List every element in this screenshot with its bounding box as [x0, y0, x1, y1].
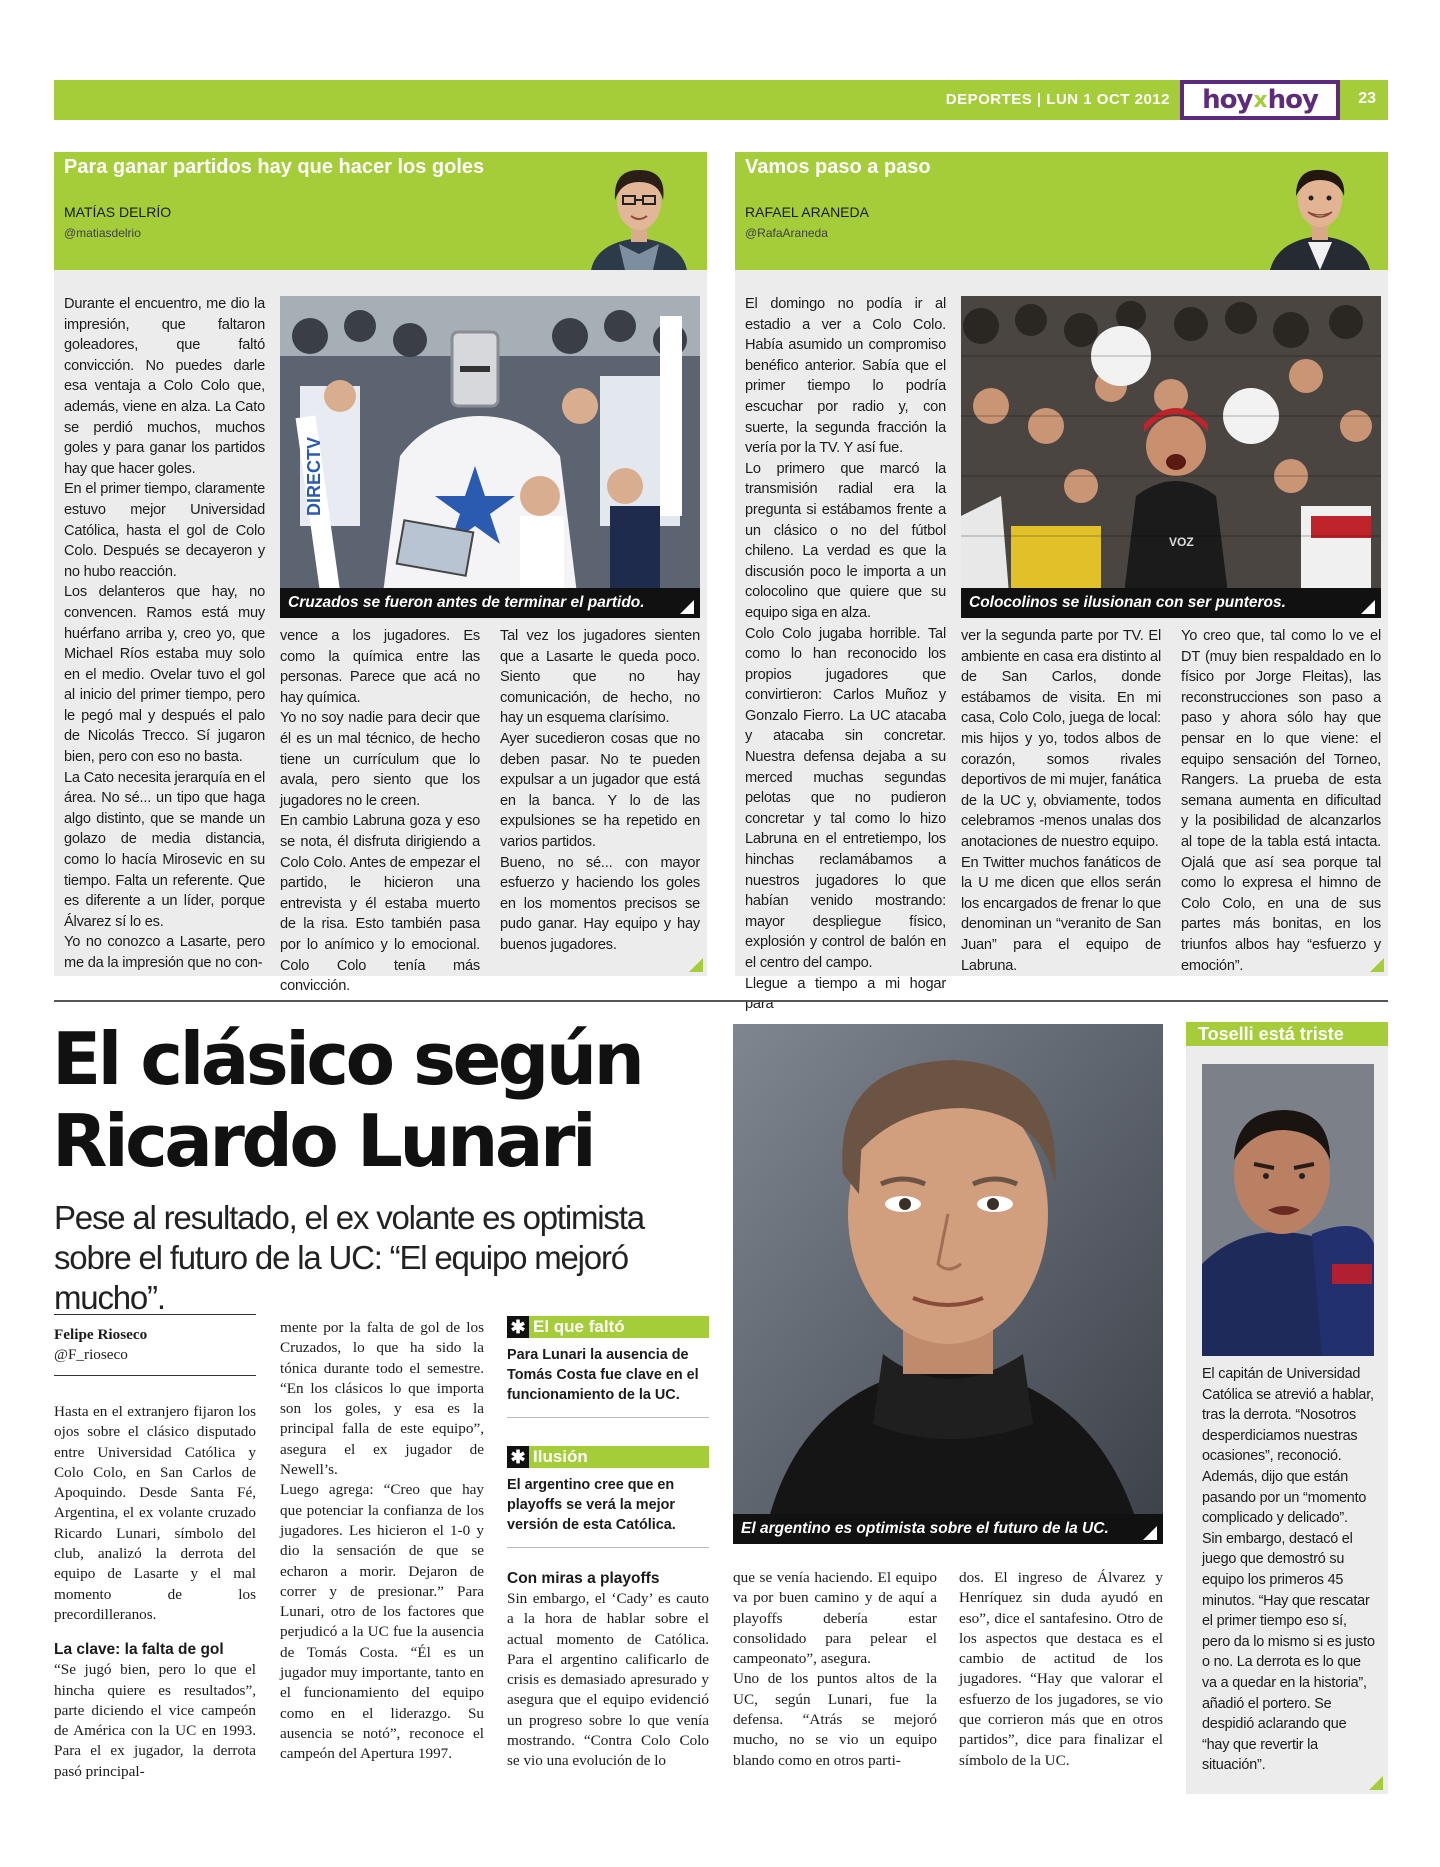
article-subtitle: La clave: la falta de gol [54, 1641, 224, 1659]
column-text-3 [1181, 626, 1381, 976]
paragraph: Yo no conozco a Lasarte, pero me da la impresión que no con- [64, 934, 265, 971]
paragraph: Luego agrega: “Creo que hay que potenciar la confianza de los jugadores. Les hicieron el 1-0 y dio la sensación de que se echaron a morir. Dejaron de correr y de presionar.” Para Lunari, otro de los factores que perjudicó a la UC fue la ausencia de Tomás Costa. “Él es un jugador muy importante, tanto en el funcionamiento del equipo como en el liderazgo. Su ausencia se notó”, reconoce el campeón del Apertura 1997. [280, 1481, 484, 1763]
paragraph: mente por la falta de gol de los Cruzados, lo que ha sido la tónica durante todo el semestre. “En los clásicos lo que importa son los goles, y esa es la principal falla de este equipo”, asegura el ex jugador de Newell’s. [280, 1319, 484, 1479]
column-handle: @matiasdelrio [64, 226, 141, 240]
paragraph: Llegue a tiempo a mi hogar para [745, 975, 946, 1013]
asterisk-icon: ✱ [507, 1316, 529, 1338]
column-author: MATÍAS DELRÍO [64, 204, 172, 220]
paragraph: Durante el encuentro, me dio la impresión, que faltaron goleadores, que faltó convicción. No puedes darle esa ventaja a Colo Colo que, además, viene en alza. La Cato se perdió muchos, muchos goles y para ganar los partidos hay que hacer goles. [64, 296, 265, 477]
paragraph: La Cato necesita jerarquía en el área. No sé... un tipo que haga algo distinto, que se mande un golazo de media distancia, como lo hacía Mirosevic en su tiempo. Falta un referente. Que es diferente a un líder, porque Álvarez sí lo es. [64, 769, 265, 930]
corner-triangle-icon [1369, 1776, 1383, 1790]
article-byline [54, 1314, 256, 1376]
paragraph: En cambio Labruna goza y eso se nota, él disfruta dirigiendo a Colo Colo. Antes de empezar el partido, le hicieron una entrevista y él estaba muerto de la risa. Esto también pasa por lo anímico y lo emocional. Colo Colo tenía más convicción. [280, 813, 480, 995]
factbox-title: ✱ Ilusión [507, 1446, 709, 1468]
photo-ricardo-lunari [733, 1024, 1163, 1544]
paragraph: “Se jugó bien, pero lo que el hincha quiere es resultados”, parte diciendo el vice campeón de América con la UC en 1993. Para el ex jugador, la derrota pasó principal- [54, 1661, 256, 1780]
section-date: DEPORTES | LUN 1 OCT 2012 [945, 91, 1170, 108]
column-title: Para ganar partidos hay que hacer los goles [64, 156, 485, 178]
photo-caption: El argentino es optimista sobre el futuro de la UC. [733, 1514, 1163, 1544]
paragraph: que se venía haciendo. El equipo va por buen camino y de aquí a playoffs debería estar consolidado para pelear el campeonato”, asegura. [733, 1569, 937, 1668]
svg-text:DIRECTV: DIRECTV [304, 436, 324, 516]
factbox-text: El argentino cree que en playoffs se verá la mejor versión de esta Católica. [507, 1477, 676, 1533]
photo-caption: Colocolinos se ilusionan con ser punteros. [961, 588, 1381, 618]
section-divider [54, 1000, 1388, 1002]
column-handle: @RafaAraneda [745, 226, 828, 240]
photo-cruzados-fans [280, 296, 700, 618]
article-subhead: Pese al resultado, el ex volante es optimista sobre el futuro de la UC: “El equipo mejoró mucho”. [54, 1199, 644, 1316]
byline-name: Felipe Rioseco [54, 1326, 148, 1343]
sidebar-title: Toselli está triste [1186, 1022, 1388, 1046]
factbox-el-que-falto [507, 1316, 709, 1418]
column-text-1 [745, 294, 946, 1015]
factbox-ilusion [507, 1446, 709, 1548]
column-text-1 [64, 294, 265, 974]
article-text-2 [280, 1318, 484, 1765]
paragraph: Yo creo que, tal como lo ve el DT (muy bien respaldado en lo físico por Jorge Fleitas), las reconstrucciones son paso a paso y ahora sólo hay que pensar en lo que viene: el equipo sensación del Torneo, Rangers. La prueba de esta semana aumenta en dificultad y la posibilidad de alcanzarlos al tope de la tabla está intacta. Ojalá que así sea porque tal como lo expresa el himno de Colo Colo, en una de sus partes más bonitas, en los triunfos albos hay “esfuerzo y emoción”. [1181, 628, 1381, 974]
page-number: 23 [1358, 90, 1376, 107]
article-text-3 [507, 1568, 709, 1772]
factbox-rule [507, 1417, 709, 1418]
opinion-column-right [735, 152, 1388, 1013]
column-title: Vamos paso a paso [745, 156, 931, 178]
paragraph: Bueno, no sé... con mayor esfuerzo y haciendo los goles en los momentos precisos se pudo ganar. Hay equipo y hay buenos jugadores. [500, 854, 700, 953]
caption-triangle-icon [1143, 1526, 1157, 1540]
factbox-rule [507, 1547, 709, 1548]
paragraph: Tal vez los jugadores sienten que a Lasarte le queda poco. Siento que no hay comunicación, de hecho, no hay un esquema clarísimo. [500, 628, 700, 727]
paragraph: Sin embargo, destacó el juego que demostró su equipo los primeros 45 minutos. “Hay que rescatar el primer tiempo eso sí, pero da lo mismo si es justo o no. La derrota es lo que va a quedar en la historia”, añadió el portero. Se despidió aclarando que “hay que revertir la situación”. [1202, 1530, 1375, 1774]
sidebar-toselli [1186, 1022, 1388, 1794]
paragraph: dos. El ingreso de Álvarez y Henríquez sin duda ayudó en eso”, dice el santafesino. Otro de los aspectos que destaca es el cambio de actitud de los jugadores. “Hay que valorar el esfuerzo de los jugadores, se vio que corrieron más que en otros partidos”, dice para finalizar el símbolo de la UC. [959, 1569, 1163, 1769]
article-text-1 [54, 1402, 256, 1782]
column-text-3 [500, 626, 700, 956]
article-text-4 [733, 1568, 937, 1771]
caption-triangle-icon [1361, 600, 1375, 614]
factbox-title: ✱ El que faltó [507, 1316, 709, 1338]
photo-toselli [1202, 1064, 1374, 1356]
photo-colocolo-fans [961, 296, 1381, 618]
corner-triangle-icon [689, 958, 703, 972]
paragraph: vence a los jugadores. Es como la química entre las personas. Parece que acá no hay química. [280, 628, 480, 706]
newspaper-logo: hoy x hoy [1180, 80, 1340, 120]
paragraph: Hasta en el extranjero fijaron los ojos sobre el clásico disputado entre Universidad Católica y Colo Colo, en San Carlos de Apoquindo. Desde Santa Fé, Argentina, el ex volante cruzado Ricardo Lunari, símbolo del club, analizó la derrota del equipo de Lasarte y el mal momento de los precordilleranos. [54, 1403, 256, 1623]
column-author: RAFAEL ARANEDA [745, 204, 869, 220]
sidebar-text [1202, 1364, 1376, 1776]
corner-triangle-icon [1370, 958, 1384, 972]
column-header [54, 152, 707, 270]
paragraph: El domingo no podía ir al estadio a ver a Colo Colo. Había asumido un compromiso benéfico anterior. Sabía que el primer tiempo lo podría escuchar por radio y, con suerte, la segunda fracción la vería por la TV. Y así fue. [745, 296, 946, 457]
factbox-text: Para Lunari la ausencia de Tomás Costa fue clave en el funcionamiento de la UC. [507, 1347, 699, 1403]
paragraph: Ayer sucedieron cosas que no deben pasar. No te pueden expulsar a un jugador que está en la banca. Y lo de las expulsiones se ha repetido en varios partidos. [500, 730, 700, 850]
asterisk-icon: ✱ [507, 1446, 529, 1468]
column-text-2 [961, 626, 1161, 976]
paragraph: Los delanteros que hay, no convencen. Ramos está muy huérfano arriba y, creo yo, que Michael Ríos estaba muy solo en el medio. Ovelar tuvo el gol al inicio del primer tiempo, pero le pegó mal y después el palo de Nicolás Trecco. Sí jugaron bien, pero con eso no basta. [64, 584, 265, 766]
paragraph: Sin embargo, el ‘Cady’ es cauto a la hora de hablar sobre el actual momento de Católica. Para el argentino calificarlo de crisis es demasiado apresurado y asegura que el equipo evidenció un progreso sobre lo que venía mostrando. “Contra Colo Colo se vio una evolución de lo [507, 1590, 709, 1770]
article-headline: El clásico según Ricardo Lunari [52, 1017, 642, 1183]
author-portrait [1264, 158, 1376, 270]
byline-handle: @F_rioseco [54, 1346, 128, 1363]
paragraph: En el primer tiempo, claramente estuvo mejor Universidad Católica, hasta el gol de Colo Colo. Después se decayeron y no hubo reacción. [64, 481, 265, 580]
column-header [735, 152, 1388, 270]
paragraph: Lo primero que marcó la transmisión radial era la pregunta si estábamos frente a un clásico o no del fútbol chileno. La verdad es que la discusión poco le importa a un colocolino que quiere que su equipo siga en alza. [745, 460, 946, 621]
column-text-2 [280, 626, 480, 997]
paragraph: Uno de los puntos altos de la UC, según Lunari, fue la defensa. “Atrás se mejoró mucho, no se vio un equipo blando como en otros parti- [733, 1670, 937, 1769]
page-header-band [54, 80, 1388, 120]
author-portrait [583, 158, 695, 270]
article-subtitle: Con miras a playoffs [507, 1570, 660, 1587]
paragraph: ver la segunda parte por TV. El ambiente en casa era distinto al de San Carlos, donde estábamos de visita. En mi casa, Colo Colo, juega de local: mis hijos y yo, todos albos de corazón, somos rivales deportivos de mi mujer, fanática de la UC y, obviamente, todos celebramos -menos unalas dos anotaciones de nuestro equipo. [961, 628, 1161, 850]
caption-triangle-icon [680, 600, 694, 614]
opinion-column-left [54, 152, 707, 995]
paragraph: En Twitter muchos fanáticos de la U me dicen que ellos serán los encargados de frenar lo que denominan un “veranito de San Juan” para el equipo de Labruna. [961, 854, 1161, 974]
paragraph: El capitán de Universidad Católica se atrevió a hablar, tras la derrota. “Nosotros desperdiciamos nuestras ocasiones”, reconoció. Además, dijo que están pasando por un “momento complicado y delicado”. [1202, 1366, 1374, 1527]
article-text-5 [959, 1568, 1163, 1771]
paragraph: Yo no soy nadie para decir que él es un mal técnico, de hecho tiene un currículum que lo avala, pero siento que los jugadores no le creen. [280, 710, 480, 809]
svg-text:VOZ: VOZ [1169, 535, 1194, 549]
photo-caption: Cruzados se fueron antes de terminar el partido. [280, 588, 700, 618]
paragraph: Colo Colo jugaba horrible. Tal como lo han reconocido los propios jugadores que convirtieron: Carlos Muñoz y Gonzalo Fierro. La UC atacaba y atacaba sin concretar. Nuestra defensa dejaba a su merced muchas segundas pelotas que no pudieron concretar y tal como lo hizo Labruna en el entretiempo, los hinchas reclamábamos a nuestros jugadores lo que habían venido mostrando: mayor despliegue físico, explosión y control de balón en el centro del campo. [745, 625, 946, 971]
